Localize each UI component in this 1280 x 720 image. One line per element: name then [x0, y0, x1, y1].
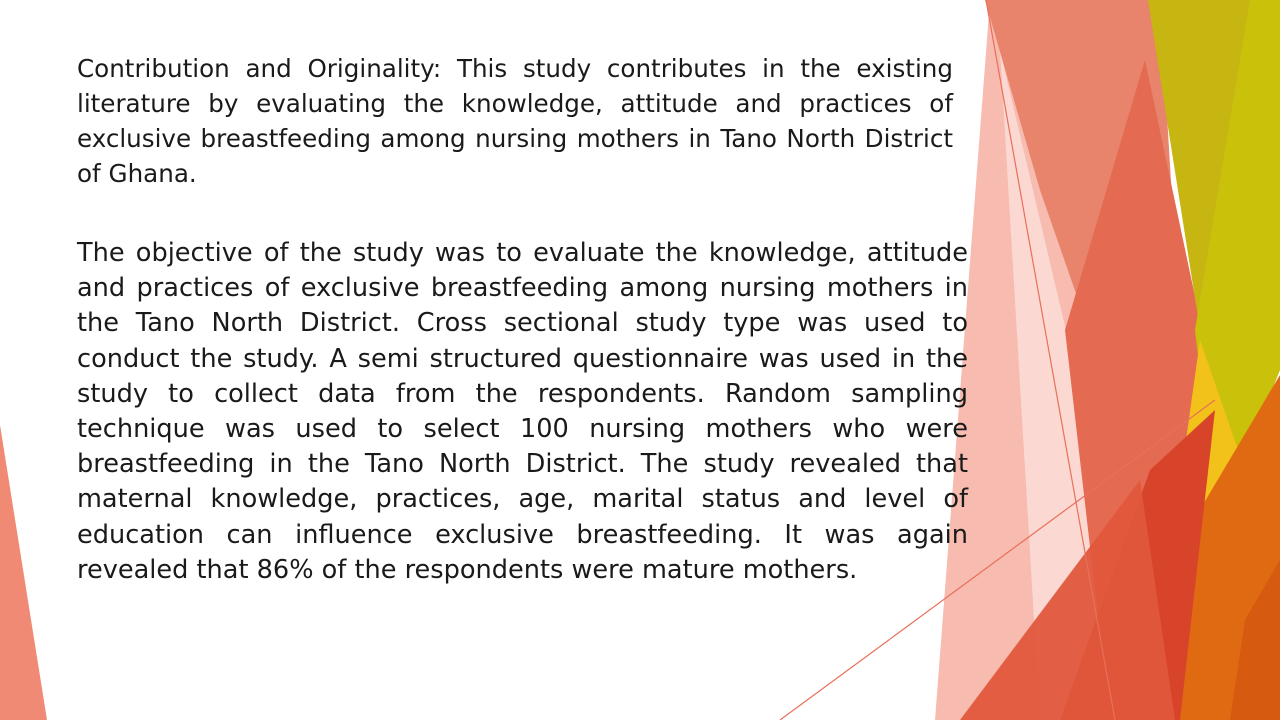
- objective-paragraph: The objective of the study was to evaluate the knowledge, attitude and practices of exclusive breastfeeding among nursing mothers in the Tano North District. Cross sectional study type was used to conduct the study. A semi structured questionnaire was used in the study to collect data from the respondents. Random sampling technique was used to select 100 nursing mothers who were breastfeeding in the Tano North District. The study revealed that maternal knowledge, practices, age, marital status and level of education can influence exclusive breastfeeding. It was again revealed that 86% of the respondents were mature mothers.: [77, 238, 968, 585]
- left-edge-shape: [0, 425, 47, 720]
- contribution-paragraph: Contribution and Originality: This study contributes in the existing literature by evaluating the knowledge, attitude and practices of exclusive breastfeeding among nursing mothers in Tano North District of Ghana.: [77, 54, 953, 188]
